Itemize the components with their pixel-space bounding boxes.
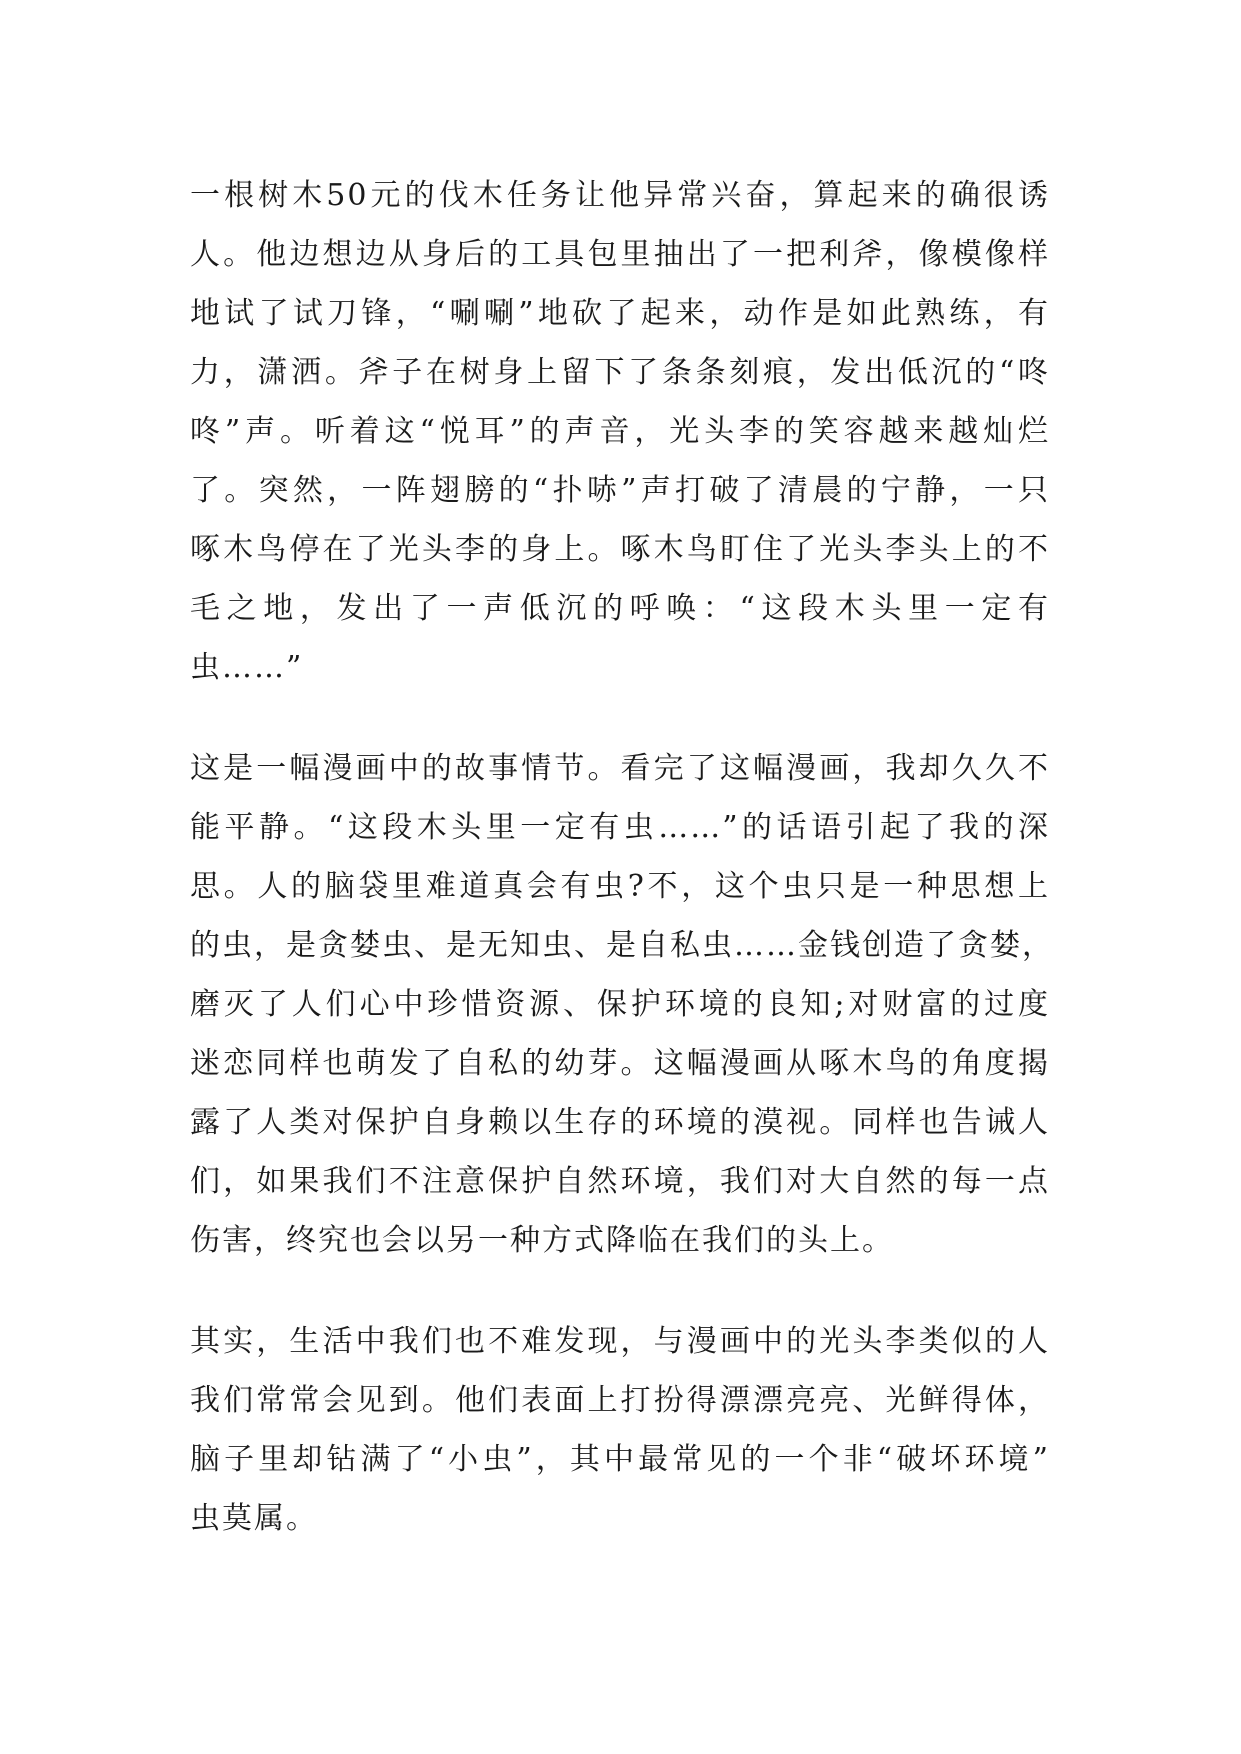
text-line: 虫……” — [190, 650, 304, 685]
text-line: 毛之地，发出了一声低沉的呼唤：“这段木头里一定有 — [190, 591, 1050, 626]
text-line: 其实，生活中我们也不难发现，与漫画中的光头李类似的人 — [190, 1324, 1050, 1359]
text-line: 虫莫属。 — [190, 1501, 318, 1536]
text-line: 脑子里却钻满了“小虫”，其中最常见的一个非“破坏环境” — [190, 1442, 1050, 1477]
text-line: 伤害，终究也会以另一种方式降临在我们的头上。 — [190, 1223, 894, 1258]
text-line: 露了人类对保护自身赖以生存的环境的漠视。同样也告诫人 — [190, 1105, 1050, 1140]
paragraph-comic-reflection — [190, 739, 1054, 1270]
paragraph-real-life — [190, 1312, 1050, 1548]
text-line: 啄木鸟停在了光头李的身上。啄木鸟盯住了光头李头上的不 — [190, 532, 1050, 567]
text-line: 力，潇洒。斧子在树身上留下了条条刻痕，发出低沉的“咚 — [190, 355, 1050, 390]
text-line: 磨灭了人们心中珍惜资源、保护环境的良知;对财富的过度 — [190, 987, 1050, 1022]
text-line: 能平静。“这段木头里一定有虫……”的话语引起了我的深 — [190, 810, 1050, 845]
text-line: 人。他边想边从身后的工具包里抽出了一把利斧，像模像样 — [190, 237, 1050, 272]
text-line: 我们常常会见到。他们表面上打扮得漂漂亮亮、光鲜得体， — [190, 1383, 1050, 1418]
text-line: 一根树木50元的伐木任务让他异常兴奋，算起来的确很诱 — [190, 178, 1050, 213]
text-line: 的虫，是贪婪虫、是无知虫、是自私虫……金钱创造了贪婪， — [190, 928, 1054, 963]
text-line: 这是一幅漫画中的故事情节。看完了这幅漫画，我却久久不 — [190, 751, 1050, 786]
text-line: 了。突然，一阵翅膀的“扑哧”声打破了清晨的宁静，一只 — [190, 473, 1050, 508]
text-line: 地试了试刀锋，“唰唰”地砍了起来，动作是如此熟练，有 — [190, 296, 1050, 331]
text-line: 们，如果我们不注意保护自然环境，我们对大自然的每一点 — [190, 1164, 1050, 1199]
text-line: 迷恋同样也萌发了自私的幼芽。这幅漫画从啄木鸟的角度揭 — [190, 1046, 1050, 1081]
text-line: 思。人的脑袋里难道真会有虫?不，这个虫只是一种思想上 — [190, 869, 1050, 904]
text-line: 咚”声。听着这“悦耳”的声音，光头李的笑容越来越灿烂 — [190, 414, 1050, 449]
paragraph-woodpecker-story — [190, 166, 1050, 697]
